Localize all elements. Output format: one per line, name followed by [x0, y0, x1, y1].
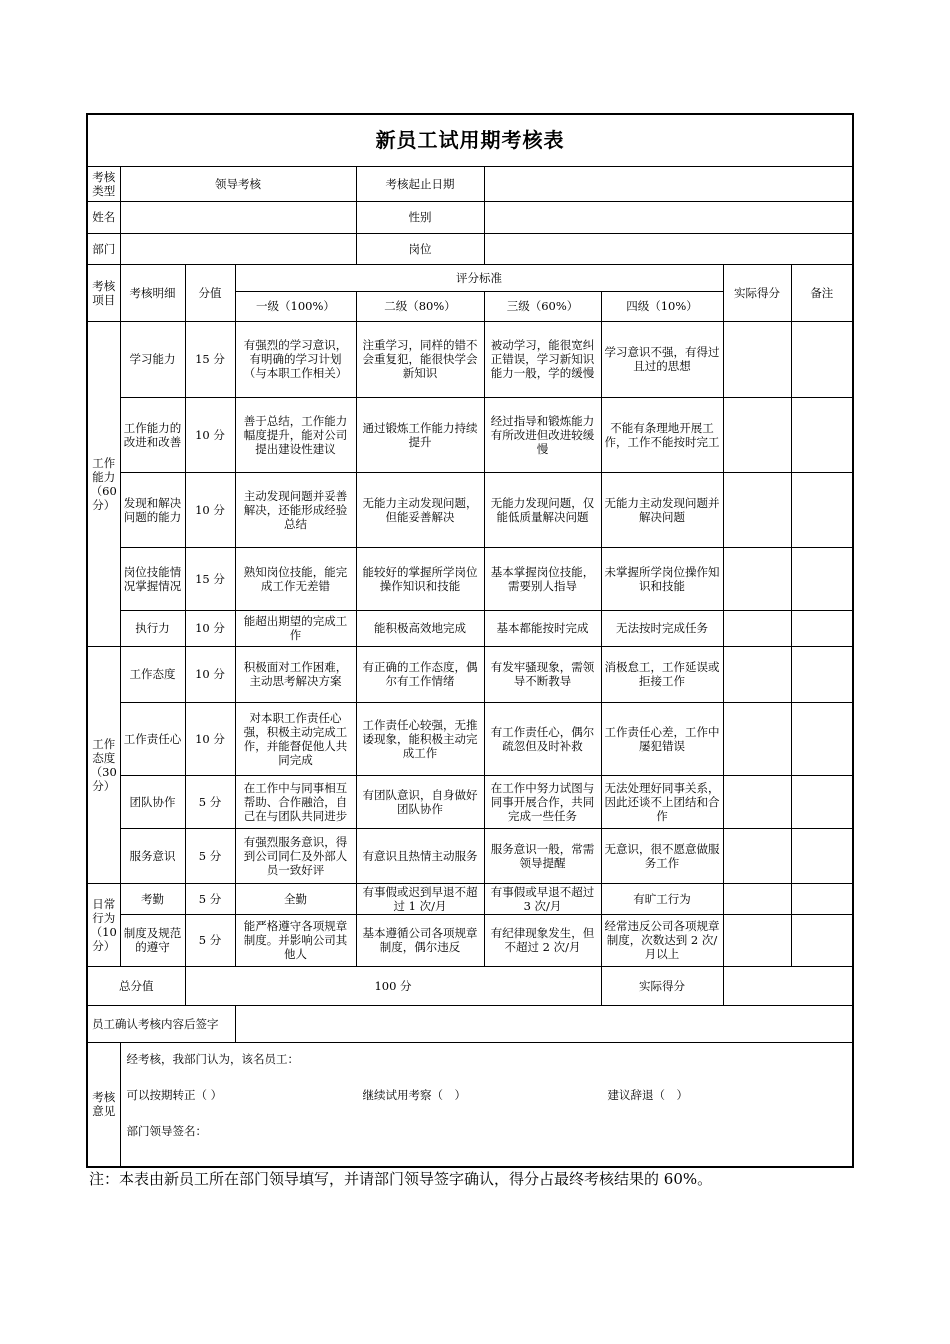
remark-field[interactable]	[791, 321, 853, 397]
form-title: 新员工试用期考核表	[87, 114, 853, 166]
level1-text: 善于总结，工作能力幅度提升，能对公司提出建设性建议	[235, 397, 356, 472]
actual-score-field[interactable]	[723, 547, 791, 610]
total-label: 总分值	[87, 966, 185, 1005]
item-score: 10 分	[185, 646, 235, 702]
level2-text: 能较好的掌握所学岗位操作知识和技能	[356, 547, 484, 610]
level1-text: 熟知岗位技能，能完成工作无差错	[235, 547, 356, 610]
table-row	[87, 702, 853, 775]
actual-score-field[interactable]	[723, 397, 791, 472]
level1-text: 全勤	[235, 883, 356, 914]
name-field[interactable]	[120, 201, 356, 233]
signature-field[interactable]	[235, 1005, 853, 1042]
dept-label: 部门	[87, 233, 120, 264]
item-name: 工作责任心	[120, 702, 185, 775]
actual-score-field[interactable]	[723, 610, 791, 646]
level1-text: 能超出期望的完成工作	[235, 610, 356, 646]
leader-signature: 部门领导签名：	[126, 1123, 207, 1138]
level3-text: 在工作中努力试图与同事开展合作，共同完成一些任务	[484, 775, 601, 828]
item-name: 考勤	[120, 883, 185, 914]
item-score: 5 分	[185, 775, 235, 828]
item-name: 发现和解决问题的能力	[120, 472, 185, 547]
remark-field[interactable]	[791, 646, 853, 702]
level3-text: 有工作责任心，偶尔疏忽但及时补救	[484, 702, 601, 775]
level3-text: 基本掌握岗位技能，需要别人指导	[484, 547, 601, 610]
item-name: 工作能力的改进和改善	[120, 397, 185, 472]
name-label: 姓名	[87, 201, 120, 233]
actual-score-field[interactable]	[723, 775, 791, 828]
remark-field[interactable]	[791, 610, 853, 646]
table-row	[87, 321, 853, 397]
period-label: 考核起止日期	[356, 166, 484, 201]
gender-field[interactable]	[484, 201, 853, 233]
position-field[interactable]	[484, 233, 853, 264]
actual-score-field[interactable]	[723, 321, 791, 397]
col-item: 考核项目	[87, 264, 120, 321]
actual-score-field[interactable]	[723, 646, 791, 702]
level2-text: 能积极高效地完成	[356, 610, 484, 646]
level3-text: 有纪律现象发生，但不超过 2 次/月	[484, 914, 601, 966]
item-name: 工作态度	[120, 646, 185, 702]
actual-score-field[interactable]	[723, 472, 791, 547]
actual-score-field[interactable]	[723, 883, 791, 914]
gender-label: 性别	[356, 201, 484, 233]
total-value: 100 分	[185, 966, 601, 1005]
total-actual-label: 实际得分	[601, 966, 723, 1005]
actual-score-field[interactable]	[723, 702, 791, 775]
category-ability: 工作能力（60分）	[87, 321, 120, 646]
level4-text: 未掌握所学岗位操作知识和技能	[601, 547, 723, 610]
item-name: 岗位技能情况掌握情况	[120, 547, 185, 610]
level4-text: 无法处理好同事关系，因此还谈不上团结和合作	[601, 775, 723, 828]
remark-field[interactable]	[791, 883, 853, 914]
item-name: 团队协作	[120, 775, 185, 828]
opinion-label: 考核意见	[87, 1042, 120, 1167]
level4-text: 消极怠工，工作延误或拒接工作	[601, 646, 723, 702]
item-name: 制度及规范的遵守	[120, 914, 185, 966]
level1-text: 有强烈服务意识，得到公司同仁及外部人员一致好评	[235, 828, 356, 883]
level4-text: 无法按时完成任务	[601, 610, 723, 646]
actual-score-field[interactable]	[723, 914, 791, 966]
col-level1: 一级（100%）	[235, 291, 356, 321]
remark-field[interactable]	[791, 702, 853, 775]
item-score: 5 分	[185, 914, 235, 966]
level4-text: 无意识，很不愿意做服务工作	[601, 828, 723, 883]
level3-text: 基本都能按时完成	[484, 610, 601, 646]
table-row	[87, 610, 853, 646]
level1-text: 能严格遵守各项规章制度。并影响公司其他人	[235, 914, 356, 966]
level4-text: 无能力主动发现问题并解决问题	[601, 472, 723, 547]
item-score: 10 分	[185, 702, 235, 775]
opinion-intro: 经考核，我部门认为，该名员工：	[126, 1051, 299, 1066]
type-label: 考核类型	[87, 166, 120, 201]
table-row	[87, 646, 853, 702]
table-row	[87, 775, 853, 828]
category-daily: 日常行为（10分）	[87, 883, 120, 966]
appraisal-table	[86, 113, 854, 1168]
level3-text: 经过指导和锻炼能力有所改进但改进较缓慢	[484, 397, 601, 472]
col-actual: 实际得分	[723, 264, 791, 321]
footnote: 注：本表由新员工所在部门领导填写，并请部门领导签字确认，得分占最终考核结果的 60%。	[89, 1170, 713, 1188]
item-name: 执行力	[120, 610, 185, 646]
item-score: 5 分	[185, 883, 235, 914]
category-attitude: 工作态度（30分）	[87, 646, 120, 883]
table-row	[87, 914, 853, 966]
level2-text: 工作责任心较强，无推诿现象，能积极主动完成工作	[356, 702, 484, 775]
remark-field[interactable]	[791, 775, 853, 828]
option-extend[interactable]: 继续试用考察（ ）	[362, 1087, 466, 1102]
option-dismiss[interactable]: 建议辞退（ ）	[607, 1087, 688, 1102]
item-name: 学习能力	[120, 321, 185, 397]
level2-text: 无能力主动发现问题，但能妥善解决	[356, 472, 484, 547]
level4-text: 有旷工行为	[601, 883, 723, 914]
confirm-label: 员工确认考核内容后签字	[87, 1005, 235, 1042]
level3-text: 有发牢骚现象，需领导不断教导	[484, 646, 601, 702]
opinion-options	[127, 1087, 849, 1103]
item-score: 5 分	[185, 828, 235, 883]
option-confirm[interactable]: 可以按期转正（ ）	[126, 1087, 223, 1102]
col-detail: 考核明细	[120, 264, 185, 321]
col-remark: 备注	[791, 264, 853, 321]
level3-text: 有事假或早退不超过 3 次/月	[484, 883, 601, 914]
col-score: 分值	[185, 264, 235, 321]
total-actual-field[interactable]	[723, 966, 853, 1005]
col-level3: 三级（60%）	[484, 291, 601, 321]
level1-text: 对本职工作责任心强，积极主动完成工作，并能督促他人共同完成	[235, 702, 356, 775]
item-score: 10 分	[185, 610, 235, 646]
level2-text: 通过锻炼工作能力持续提升	[356, 397, 484, 472]
col-level2: 二级（80%）	[356, 291, 484, 321]
item-score: 15 分	[185, 321, 235, 397]
table-row	[87, 397, 853, 472]
table-row	[87, 547, 853, 610]
opinion-area	[120, 1042, 853, 1167]
level4-text: 学习意识不强，有得过且过的思想	[601, 321, 723, 397]
level2-text: 有事假或迟到早退不超过 1 次/月	[356, 883, 484, 914]
level2-text: 有团队意识，自身做好团队协作	[356, 775, 484, 828]
position-label: 岗位	[356, 233, 484, 264]
level1-text: 主动发现问题并妥善解决，还能形成经验总结	[235, 472, 356, 547]
dept-field[interactable]	[120, 233, 356, 264]
level2-text: 有正确的工作态度，偶尔有工作情绪	[356, 646, 484, 702]
level1-text: 积极面对工作困难，主动思考解决方案	[235, 646, 356, 702]
item-score: 10 分	[185, 472, 235, 547]
remark-field[interactable]	[791, 914, 853, 966]
actual-score-field[interactable]	[723, 828, 791, 883]
level4-text: 经常违反公司各项规章制度，次数达到 2 次/月以上	[601, 914, 723, 966]
type-value[interactable]: 领导考核	[120, 166, 356, 201]
remark-field[interactable]	[791, 472, 853, 547]
item-name: 服务意识	[120, 828, 185, 883]
item-score: 15 分	[185, 547, 235, 610]
table-row	[87, 883, 853, 914]
level3-text: 被动学习，能很宽纠正错误，学习新知识能力一般，学的缓慢	[484, 321, 601, 397]
remark-field[interactable]	[791, 547, 853, 610]
table-row	[87, 472, 853, 547]
level3-text: 服务意识一般，常需领导提醒	[484, 828, 601, 883]
level1-text: 在工作中与同事相互帮助、合作融洽，自己在与团队共同进步	[235, 775, 356, 828]
level2-text: 注重学习，同样的错不会重复犯，能很快学会新知识	[356, 321, 484, 397]
col-level4: 四级（10%）	[601, 291, 723, 321]
period-field[interactable]	[484, 166, 853, 201]
level3-text: 无能力发现问题，仅能低质量解决问题	[484, 472, 601, 547]
table-row	[87, 828, 853, 883]
col-standard: 评分标准	[235, 264, 723, 291]
remark-field[interactable]	[791, 397, 853, 472]
level1-text: 有强烈的学习意识，有明确的学习计划（与本职工作相关）	[235, 321, 356, 397]
item-score: 10 分	[185, 397, 235, 472]
level2-text: 有意识且热情主动服务	[356, 828, 484, 883]
level4-text: 工作责任心差，工作中屡犯错误	[601, 702, 723, 775]
remark-field[interactable]	[791, 828, 853, 883]
level2-text: 基本遵循公司各项规章制度，偶尔违反	[356, 914, 484, 966]
level4-text: 不能有条理地开展工作，工作不能按时完工	[601, 397, 723, 472]
